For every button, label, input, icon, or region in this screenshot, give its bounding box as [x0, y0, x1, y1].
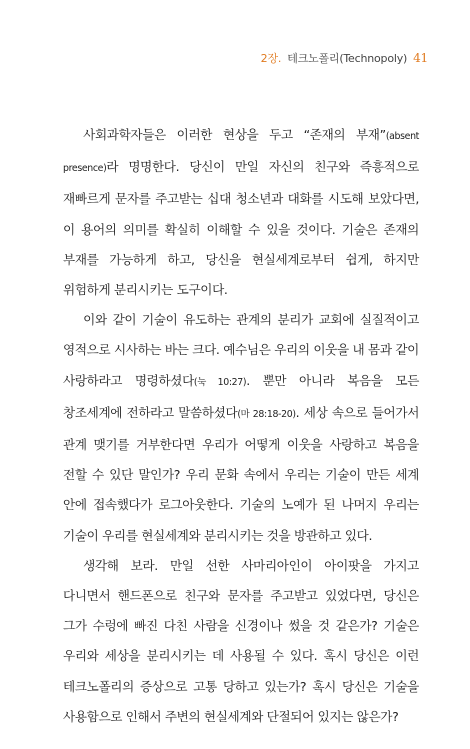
scripture-reference: (마 28:18-20) — [237, 408, 296, 420]
chapter-label: 2장. — [260, 52, 282, 65]
body-text — [63, 120, 419, 732]
chapter-title: 테크노폴리(Technopoly) — [287, 52, 408, 65]
paragraph-text: 사회과학자들은 이러한 현상을 두고 “존재의 부재” — [83, 127, 386, 142]
paragraph-text: 이와 같이 기술이 유도하는 관계의 분리가 교회에 실질적이고 영적으로 시사하는 바는 크다. 예수님은 우리의 이웃을 내 몸과 같이 사랑하라고 명령하셨다 — [63, 312, 419, 388]
paragraph-text: 라 명명한다. 당신이 만일 자신의 친구와 즉흥적으로 재빠르게 문자를 주고받는 십대 청소년과 대화를 시도해 보았다면, 이 용어의 의미를 확실히 이해할 수 있을 것이다. 기술은 존재의 부재를 가능하게 하고, 당신을 현실세계로부터 쉽게, 하지만 위험하게 분리시키는 도구이다. — [63, 159, 419, 298]
scripture-reference: (눅 10:27) — [193, 376, 247, 388]
paragraph-text: 생각해 보라. 만일 선한 사마리아인이 아이팟을 가지고 다니면서 핸드폰으로 친구와 문자를 주고받고 있었다면, 당신은 그가 수렁에 빠진 다친 사람을 신경이나 썼을 것 같은가? 기술은 우리와 세상을 분리시키는 데 사용될 수 있다. 혹시 당신은 이런 테크노폴리의 증상으로 고통 당하고 있는가? 혹시 당신은 기술을 사용함으로 인해서 주변의 현실세계와 단절되어 있지는 않은가? — [63, 557, 419, 724]
paragraph-2 — [63, 305, 419, 551]
paragraph-text: . 세상 속으로 들어가서 관계 맺기를 거부한다면 우리가 어떻게 이웃을 사랑하고 복음을 전할 수 있단 말인가? 우리 문화 속에서 우리는 기술이 만든 세계 안에 접속했다가 로그아웃한다. 기술의 노예가 된 나머지 우리는 기술이 우리를 현실세계와 분리시키는 것을 방관하고 있다. — [63, 404, 420, 543]
running-header — [261, 50, 428, 66]
paragraph-1 — [63, 120, 419, 305]
inline-annotation: (absent presence) — [63, 131, 419, 175]
paragraph-text: . 뿐만 아니라 복음을 모든 창조세계에 전하라고 말씀하셨다 — [63, 372, 420, 420]
page-number: 41 — [413, 51, 428, 65]
paragraph-3 — [63, 551, 419, 732]
